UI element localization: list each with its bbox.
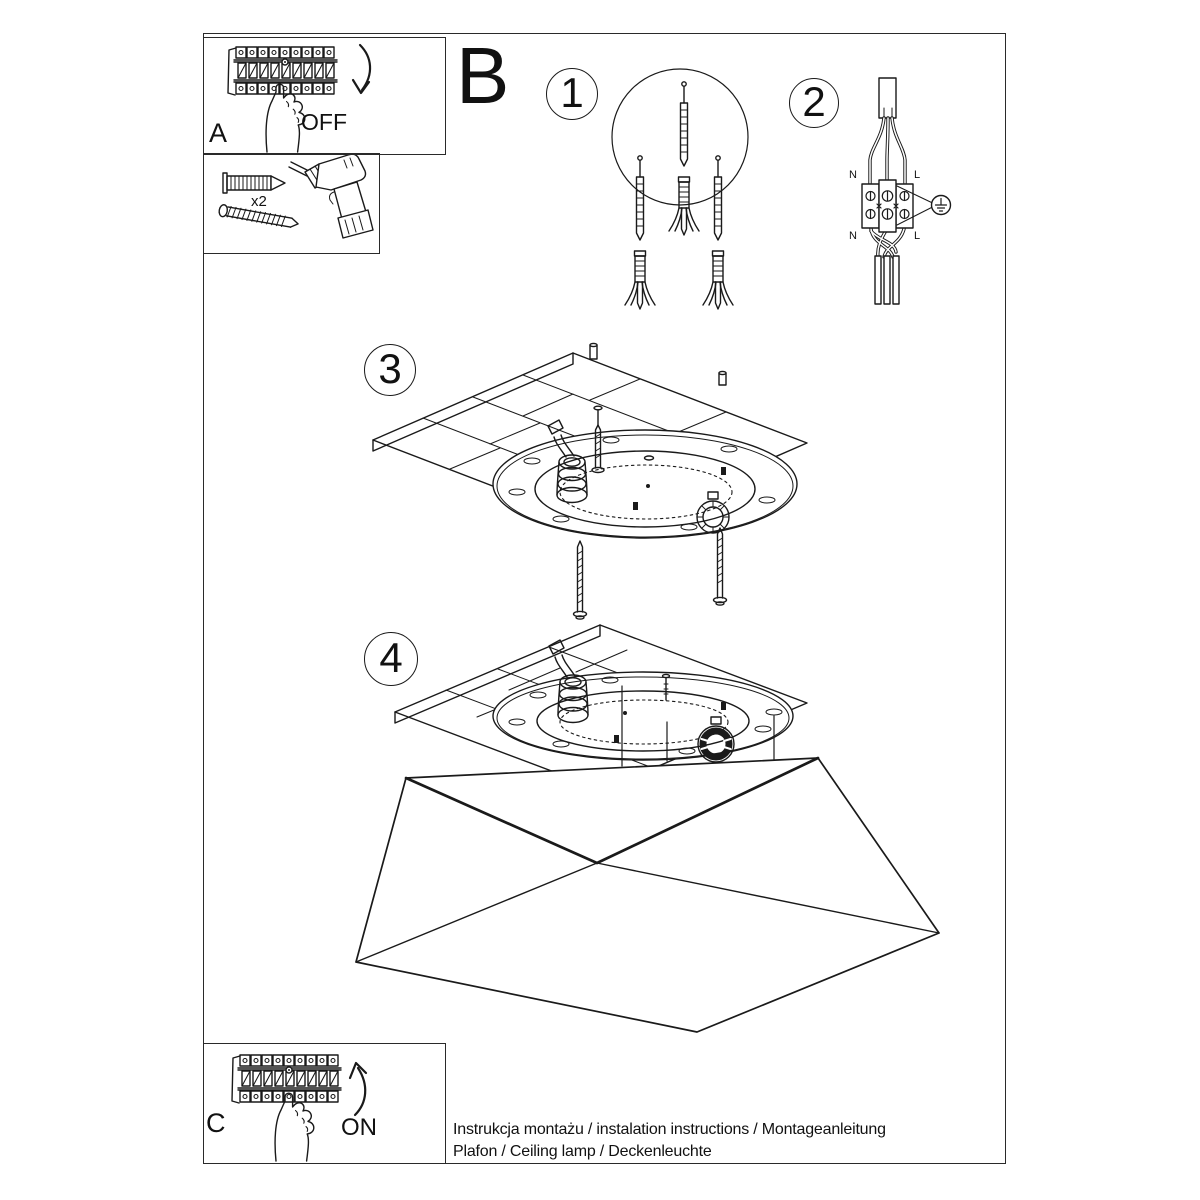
step-4-number: 4 [379,634,403,681]
step2-wiring-illustration [862,78,951,304]
step-4-badge [364,632,418,686]
step-1-badge [546,68,598,120]
step-3-number: 3 [378,345,402,392]
footer-line-1: Instrukcja montażu / instalation instructions / Montageanleitung [453,1121,886,1138]
footer-text [453,1119,886,1163]
step-1-number: 1 [560,69,584,116]
box-c-power-on [203,1043,446,1164]
section-b-label: B [456,31,510,120]
power-off-label: OFF [301,109,347,135]
box-a-power-off [203,37,446,155]
anchor-quantity-label: x2 [251,193,267,210]
power-on-label: ON [341,1114,377,1141]
step-2-number: 2 [802,78,826,125]
footer-line-2: Plafon / Ceiling lamp / Deckenleuchte [453,1143,712,1160]
section-a-label: A [209,118,228,148]
section-c-label: C [206,1108,226,1138]
step-3-badge [364,344,416,396]
step4-shade-illustration [356,625,939,1032]
wiring-label-n-bottom: N [849,230,857,242]
wiring-label-l-top: L [914,169,921,181]
box-tools [203,153,380,254]
hexagon-shade [356,758,939,1032]
wiring-label-n-top: N [849,169,857,181]
step1-anchors-illustration [612,69,748,309]
ground-symbol-icon [932,196,951,215]
step-2-badge [789,78,839,128]
wiring-label-l-bottom: L [914,230,921,242]
step3-mounting-illustration [373,343,807,619]
